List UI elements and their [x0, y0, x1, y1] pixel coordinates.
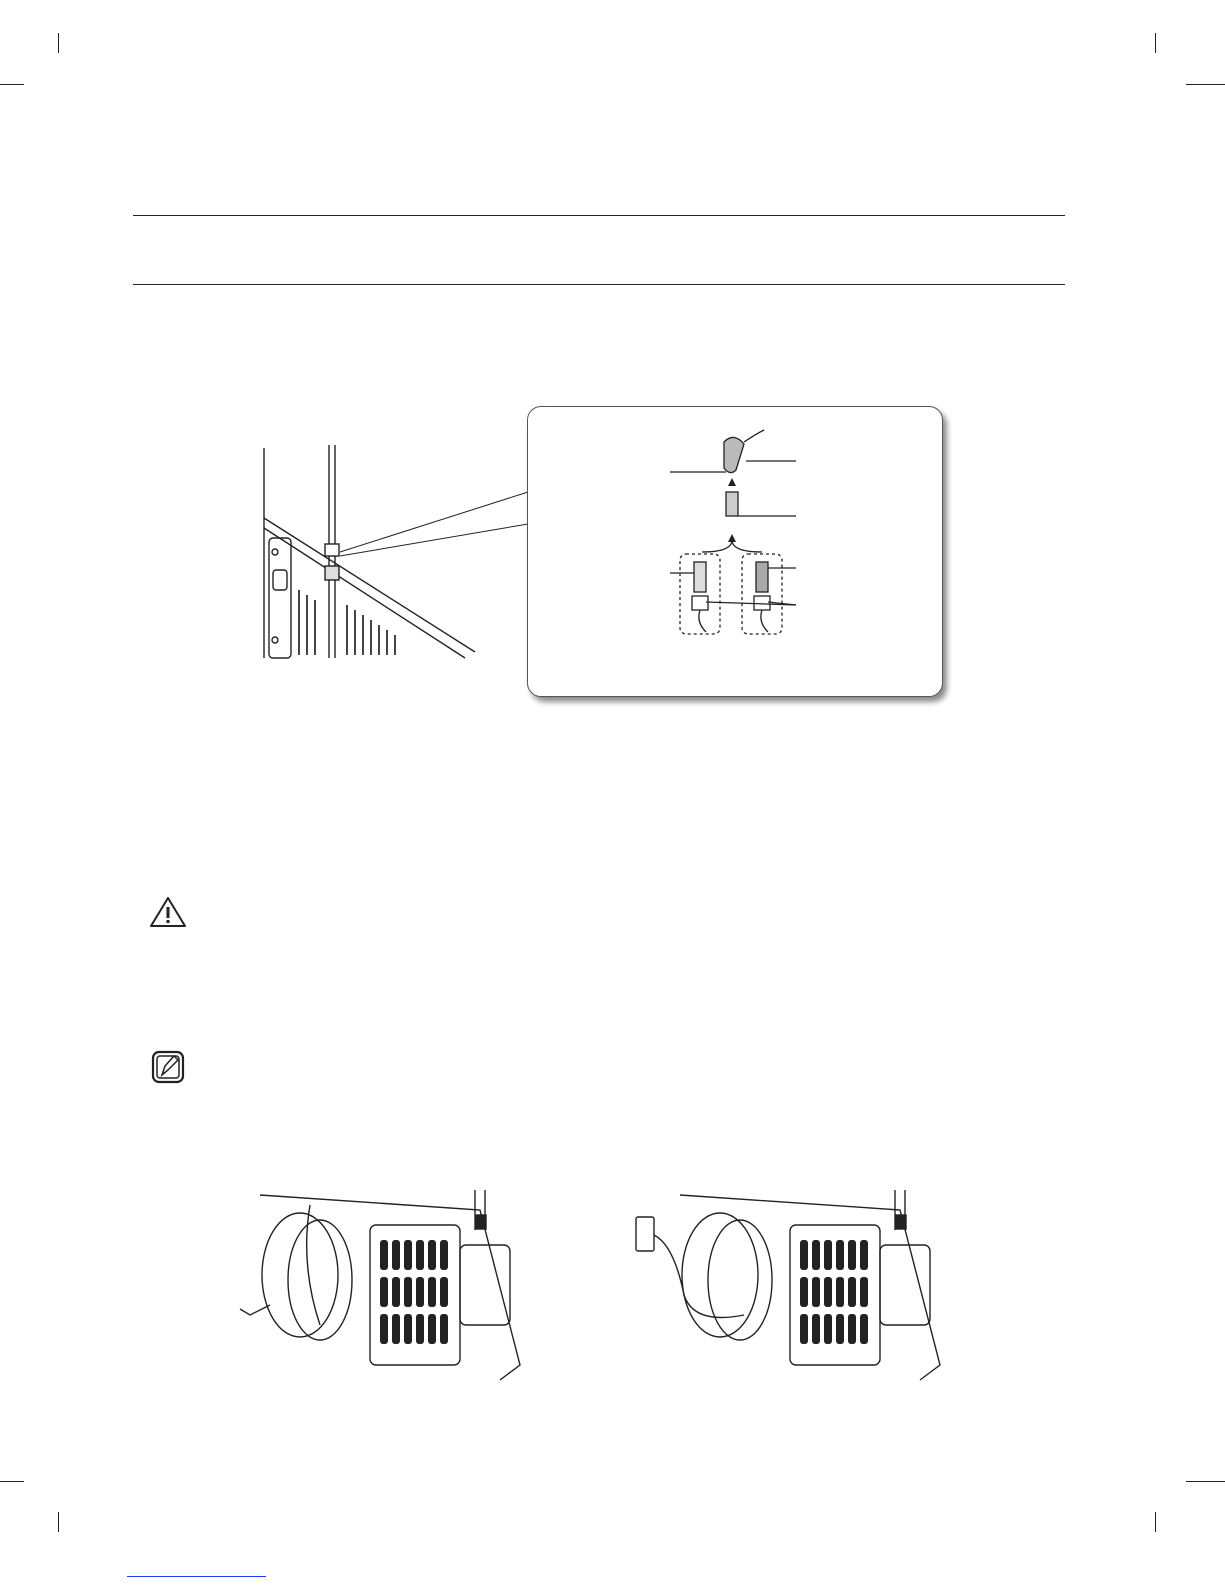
header-rule-top: [133, 215, 1065, 216]
crop-mark-top-left-v: [58, 33, 59, 53]
fridge-rear-power-cord-plugged-illustration: [634, 1185, 944, 1385]
crop-mark-bottom-left-v: [58, 1512, 59, 1532]
crop-mark-top-right-h: [1186, 84, 1225, 85]
note-pencil-icon: [151, 1050, 185, 1084]
header-rule-bottom: [133, 284, 1065, 285]
crop-mark-bottom-left-h: [0, 1481, 24, 1482]
fridge-rear-power-cord-unplugged-illustration: [230, 1185, 530, 1385]
crop-mark-bottom-right-v: [1155, 1512, 1156, 1532]
warning-triangle-icon: [149, 896, 187, 928]
crop-mark-bottom-right-h: [1186, 1481, 1225, 1482]
connector-detail-illustration: [660, 430, 810, 640]
zoom-connector-lines: [330, 490, 530, 570]
footer-link-underline[interactable]: [127, 1576, 266, 1577]
crop-mark-top-left-h: [0, 84, 24, 85]
crop-mark-top-right-v: [1155, 33, 1156, 53]
